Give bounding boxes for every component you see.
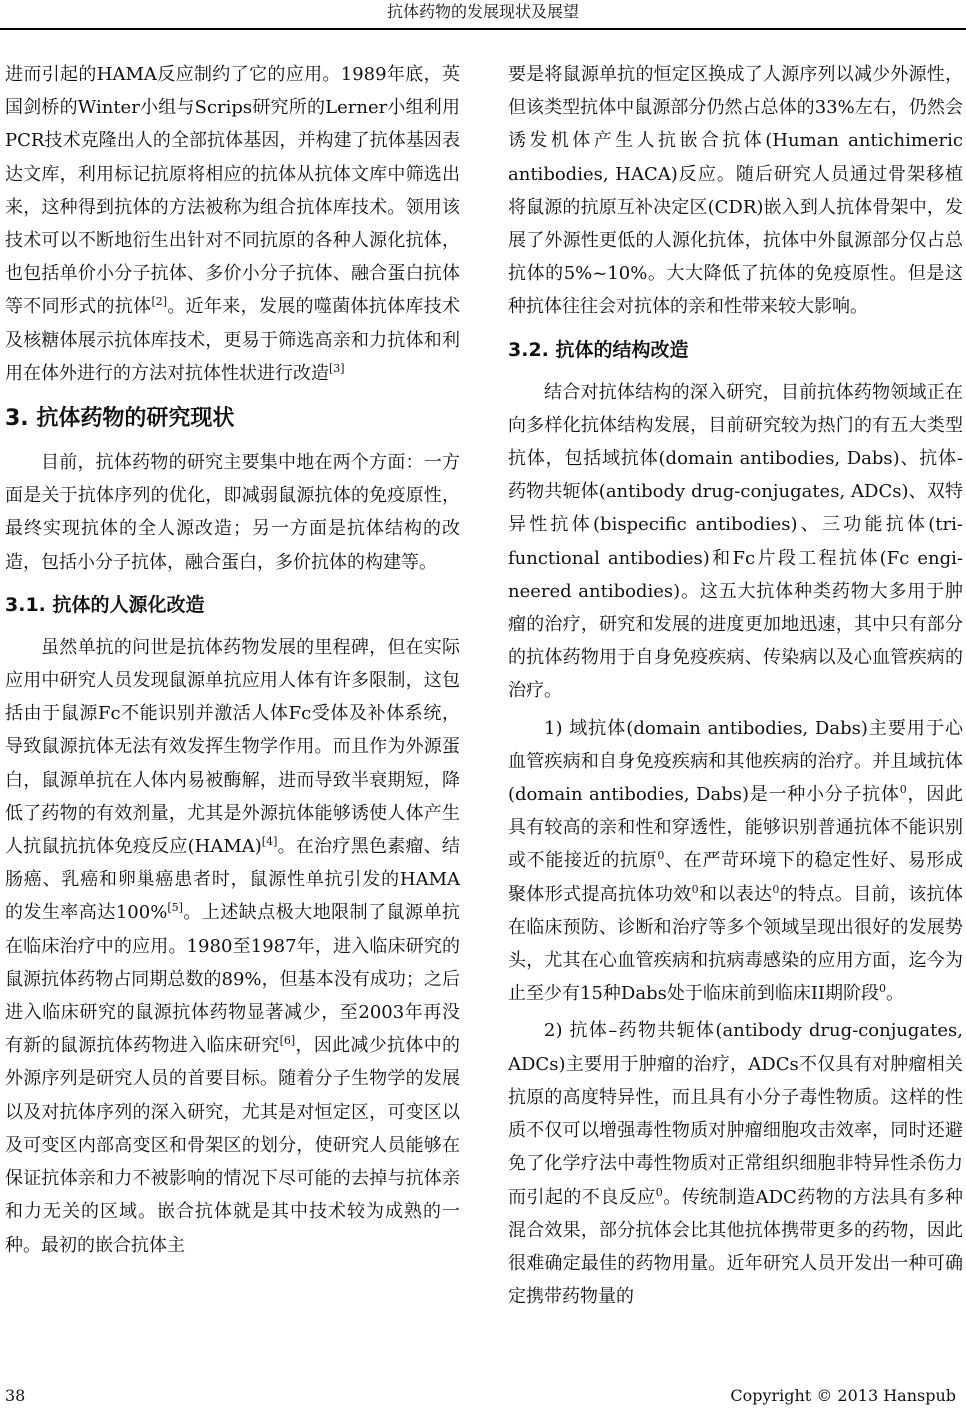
citation: 0	[899, 783, 907, 797]
citation: [3]	[329, 361, 345, 375]
paragraph: 目前，抗体药物的研究主要集中地在两个方面：一方面是关于抗体序列的优化，即减弱鼠源抗体的免疫原性，最终实现抗体的全人源改造；另一方面是抗体结构的改造，包括小分子抗体，融合蛋白，多价抗体的构建等。	[5, 452, 460, 573]
page-number: 38	[5, 1386, 26, 1405]
paragraph: 虽然单抗的问世是抗体药物发展的里程碑，但在实际应用中研究人员发现鼠源单抗应用人体有许多限制，这包括由于鼠源Fc不能识别并激活人体Fc受体及补体系统，导致鼠源抗体无法有效发挥生物学作用。而且作为外源蛋白，鼠源单抗在人体内易被酶解，进而导致半衰期短，降低了药物的有效剂量，尤其是外源抗体能够诱使人体产生人抗鼠抗抗体免疫反应(HAMA)[4]。在治疗黑色素瘤、结肠癌、乳癌和卵巢癌患者时，鼠源性单抗引发的HAMA的发生率高达100%[5]。上述缺点极大地限制了鼠源单抗在临床治疗中的应用。1980至1987年，进入临床研究的鼠源抗体药物占同期总数的89%，但基本没有成功；之后进入临床研究的鼠源抗体药物显著减少，至2003年再没有新的鼠源抗体药物进入临床研究[6]，因此减少抗体中的外源序列是研究人员的首要目标。随着分子生物学的发展以及对抗体序列的深入研究，尤其是对恒定区，可变区以及可变区内部高变区和骨架区的划分，使研究人员能够在保证抗体亲和力不被影响的情况下尽可能的去掉与抗体亲和力无关的区域。嵌合抗体就是其中技术较为成熟的一种。最初的嵌合抗体主	[5, 636, 460, 1256]
paragraph: 要是将鼠源单抗的恒定区换成了人源序列以减少外源性，但该类型抗体中鼠源部分仍然占总体的33%左右，仍然会诱发机体产生人抗嵌合抗体(Human antichimeric antibodies, HACA)反应。随后研究人员通过骨架移植将鼠源的抗原互补决定区(CDR)嵌入到人抗体骨架中，发展了外源性更低的人源化抗体，抗体中外鼠源部分仅占总抗体的5%~10%。大大降低了抗体的免疫原性。但是这种抗体往往会对抗体的亲和性带来较大影响。	[508, 64, 963, 318]
citation: [2]	[151, 295, 168, 309]
paragraph: 进而引起的HAMA反应制约了它的应用。1989年底，英国剑桥的Winter小组与Scrips研究所的Lerner小组利用PCR技术克隆出人的全部抗体基因，并构建了抗体基因表达文库，利用标记抗原将相应的抗体从抗体文库中筛选出来，这种得到抗体的方法被称为组合抗体库技术。领用该技术可以不断地衍生出针对不同抗原的各种人源化抗体，也包括单价小分子抗体、多价小分子抗体、融合蛋白抗体等不同形式的抗体[2]。近年来，发展的噬菌体抗体库技术及核糖体展示抗体库技术，更易于筛选高亲和力抗体和利用在体外进行的方法对抗体性状进行改造[3]	[5, 64, 460, 384]
subsection-heading: 3.2. 抗体的结构改造	[508, 338, 689, 361]
paragraph: 2) 抗体–药物共轭体(antibody drug-conjugates, ADCs)主要用于肿瘤的治疗，ADCs不仅具有对肿瘤相关抗原的高度特异性，而且具有小分子毒性物质。这样的性质不仅可以增强毒性物质对肿瘤细胞攻击效率，同时还避免了化学疗法中毒性物质对正常组织细胞非特异性杀伤力而引起的不良反应$^0$。传统制造ADC药物的方法具有多种混合效果，部分抗体会比其他抗体携带更多的药物，因此很难确定最佳的药物用量。近年研究人员开发出一种可确定携带药物量的	[508, 1020, 963, 1308]
header-rule	[0, 28, 966, 30]
citation: 0	[879, 982, 887, 996]
section-heading: 3. 抗体药物的研究现状	[5, 406, 235, 432]
citation: 0	[691, 882, 699, 896]
citation: 0	[655, 1185, 663, 1199]
running-header: 抗体药物的发展现状及展望	[386, 2, 579, 21]
left-column	[5, 58, 460, 1348]
citation: [4]	[261, 835, 278, 849]
subsection-heading: 3.1. 抗体的人源化改造	[5, 593, 205, 616]
citation: 0	[657, 849, 665, 863]
citation: 0	[772, 882, 780, 896]
citation: [5]	[167, 901, 183, 915]
right-column	[508, 58, 963, 1348]
paragraph: 1) 域抗体(domain antibodies, Dabs)主要用于心血管疾病和自身免疫疾病和其他疾病的治疗。并且域抗体(domain antibodies, Dabs)是一种小分子抗体$^0$，因此具有较高的亲和性和穿透性，能够识别普通抗体不能识别或不能接近的抗原$^0$、在严苛环境下的稳定性好、易形成聚体形式提高抗体功效$^0$和以表达$^0$的特点。目前，该抗体在临床预防、诊断和治疗等多个领域呈现出很好的发展势头，尤其在心血管疾病和抗病毒感染的应用方面，迄今为止至少有15种Dabs处于临床前到临床II期阶段$^0$。	[508, 717, 963, 1005]
paragraph: 结合对抗体结构的深入研究，目前抗体药物领域正在向多样化抗体结构发展，目前研究较为热门的有五大类型抗体，包括域抗体(domain antibodies, Dabs)、抗体-药物共轭体(antibody drug-conjugates, ADCs)、双特异性抗体(bispecific antibodies)、三功能抗体(trifunctional antibodies)和Fc片段工程抗体(Fc engineered antibodies)。这五大抗体种类药物大多用于肿瘤的治疗，研究和发展的进度更加地迅速，其中只有部分的抗体药物用于自身免疫疾病、传染病以及心血管疾病的治疗。	[508, 381, 963, 702]
citation: [6]	[279, 1034, 296, 1048]
copyright: Copyright © 2013 Hanspub	[730, 1386, 956, 1405]
